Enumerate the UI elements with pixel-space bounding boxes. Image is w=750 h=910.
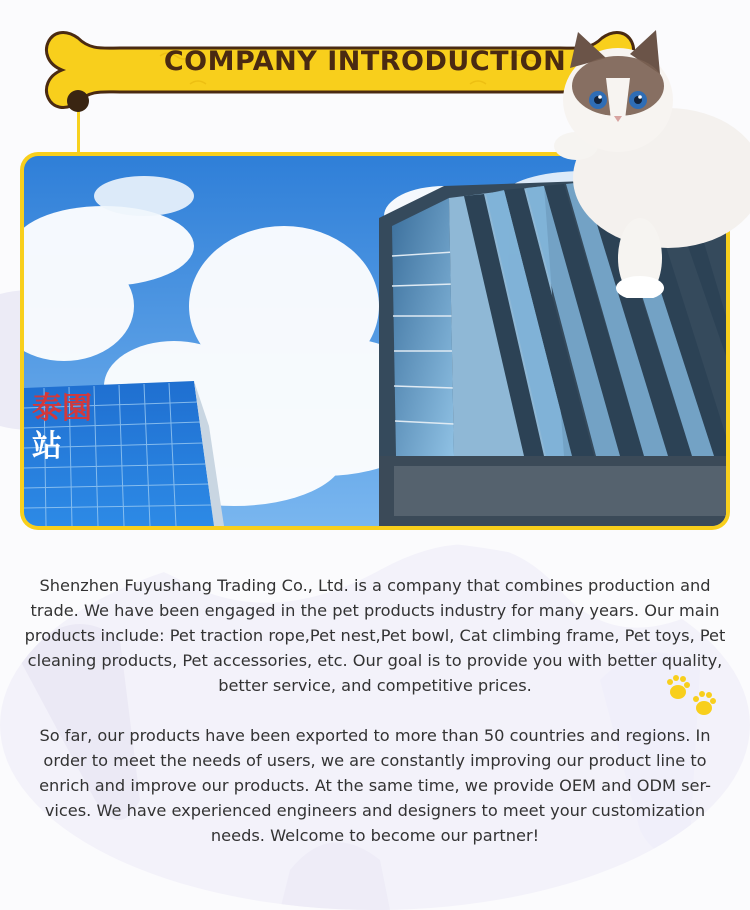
intro-paragraph-1: Shenzhen Fuyushang Trading Co., Ltd. is a company that combines production and trade. We have been engaged in the pet products industry for many years. Our main products include: Pet traction rope,Pet nest,Pet bowl, Cat climbing frame, Pet toys, Pet cleaning products, Pet accessories, etc. Our goal is to provide you with better quality, better service, and competitive prices. [24,576,726,695]
cat-icon [548,28,750,298]
paw-prints-icon [662,672,722,722]
building-sign-text: 泰園 [32,391,92,426]
banner-hook-dot [67,90,89,112]
intro-paragraph-2: So far, our products have been exported to more than 50 countries and regions. In order to meet the needs of users, we are constantly improving our product line to enrich and improve our products. At the same time, we provide OEM and ODM ser-vices. We have experienced engineers and designers to meet your customization needs. Welcome to become our partner! [39,726,711,845]
page-title: COMPANY INTRODUCTION [163,46,567,77]
svg-text:站: 站 [32,429,62,464]
